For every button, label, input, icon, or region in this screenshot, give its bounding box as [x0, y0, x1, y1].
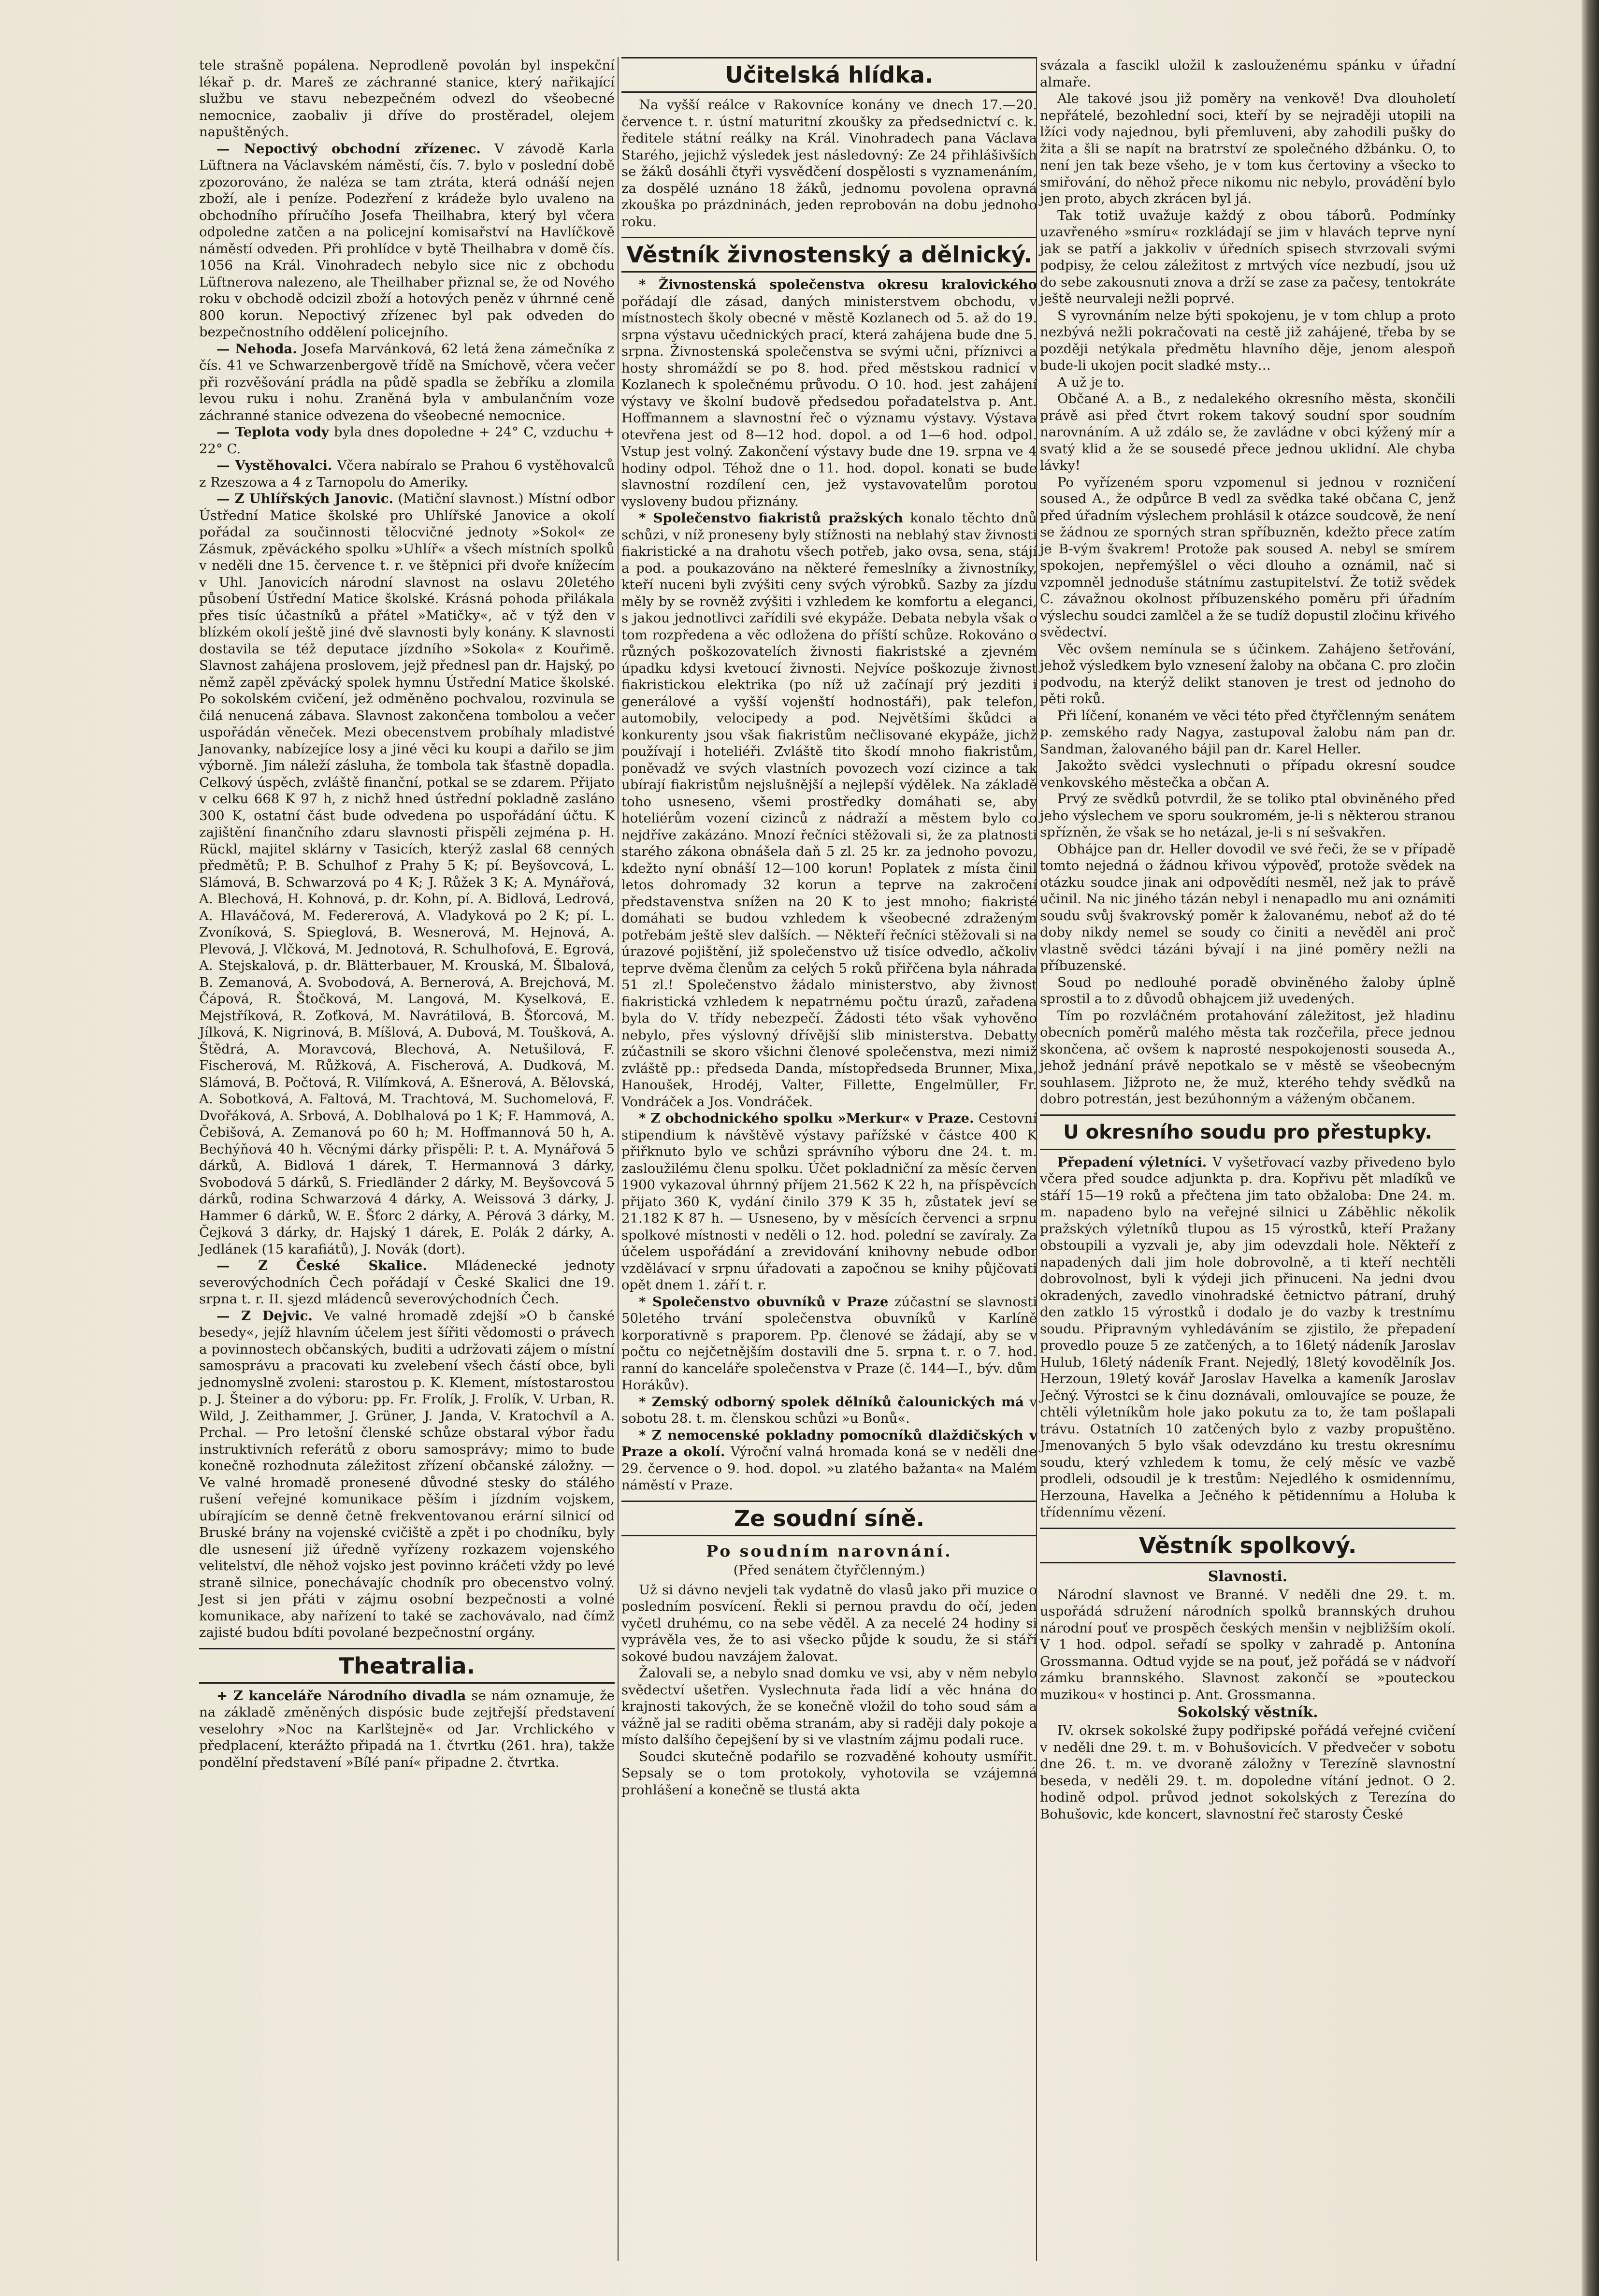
article-sokol-district: IV. okrsek sokolské župy podřipské pořádá veřejné cvičení v neděli dne 29. t. m. v Bohušovicích. V předvečer v sobotu dne 26. t. m. ve dvoraně záložny v Terezíně slavnostní beseda, v neděli 29. t. m. dopoledne vítání jednot. O 2. hodině odpol. průvod jednot sokolských z Terezína do Bohušovic, kde koncert, slavnostní řeč starosty České	[1040, 1723, 1455, 1822]
article-paragraph: Při líčení, konaném ve věci této před čtyřčlenným senátem p. zemského rady Nagya, zastupoval žalobu nám pan dr. Sandman, žalovaného bájil pan dr. Karel Heller.	[1040, 708, 1455, 757]
section-heading-court: Ze soudní síně.	[621, 1501, 1037, 1536]
article-paragraph: Prvý ze svědků potvrdil, že se toliko ptal obviněného před jeho výslechem ve sporu soukromém, je-li s některou stranou spřízněn, že však se ho netázal, je-li s ní sešvakřen.	[1040, 791, 1455, 840]
article-heading: — Nepoctivý obchodní zřízenec.	[216, 141, 481, 157]
article-paragraph: Ale takové jsou již poměry na venkově! Dva dlouholetí nepřátelé, bezohlední soci, kteří by se nejraději utopili na lžíci vody najednou, byli přemluveni, aby zahodili pušky do žita a šli se napít na bratrství ze společného džbánku. O, to není jen tak beze všeho, je v tom kus čertoviny a všecko to smiřování, do něhož přece nikomu nic nebylo, provádění bylo jen proto, abych zkrácen byl já.	[1040, 91, 1455, 206]
article-uhlirske-janovice	[199, 491, 615, 1257]
article-burn-continuation: tele strašně popálena. Neprodleně povolán byl inspekční lékař p. dr. Mareš ze záchranné stanice, který nařikající službu ve stavu nebezpečném odvezl do všeobecné nemocnice, zaobaliv ji dříve do prostěradel, olejem napuštěných.	[199, 58, 615, 140]
column-3	[1040, 57, 1455, 1822]
section-heading-district-court: U okresního soudu pro přestupky.	[1040, 1114, 1455, 1150]
article-heading: — Nehoda.	[216, 341, 297, 357]
article-paragraph: Soudci skutečně podařilo se rozvaděné kohouty usmířit. Sepsaly se o tom protokoly, vyhotovila se vzájemná prohlášení a konečně se tlustá akta	[621, 1748, 1037, 1798]
article-body: konalo těchto dnů schůzi, v níž proneseny byly stížnosti na neblahý stav živnosti fiakristické a na drahotu všech potřeb, jako ovsa, sena, stájí a pod. a poukazováno na některé řemeslníky a živnostníky, kteří nuceni byli zvýšiti ceny svých výrobků. Sazby za jízdu měly by se rovněž zvýšiti i vzhledem ke komfortu a eleganci, s jakou jednotlivci zařídili své ekypáže. Debata nebyla však o tom rozpředena a věc odložena do příští schůze. Rokováno o různých poškozovatelích živnosti fiakristské a zjevném úpadku kdysi kvetoucí živnosti. Nejvíce poškozuje živnost fiakristickou elektrika (po níž už začínají prý jezditi i generálové a vyšší vojenští hodnostáři), pak telefon, automobily, velocipedy a pod. Největšími škůdci a konkurenty jsou však fiakristům nečlisované ekypáže, jichž používají i hoteliéři. Zvláště tito škodí mnoho fiakristům, poněvadž ve svých vlastních povozech vozí cizince a tak ubírají fiakristům nejslušnější a nejlepší výdělek. Na základě toho usneseno, všemi prostředky domáhati se, aby hoteliérům vození cizinců z nádraží a městem bylo co nejdříve zakázáno. Mnozí řečníci stěžovali si, že za platnosti starého zákona obnášela daň 5 zl. 25 kr. za jednoho povozu, kdežto nyní obnáší 12—100 korun! Poplatek z místa činil letos dohromady 32 korun a teprve na zakročení představenstva snížen na 20 K to jest mnoho; fiakristé domáhati se budou vzhledem k všeobecné zdraženým potřebám ještě slev dalších. — Někteří řečníci stěžovali si na úrazové pojištění, již společenstvo už tisíce odvedlo, ačkoliv teprve dvěma členům za celých 5 roků přiřčena byla náhrada 51 zl.! Společenstvo žádalo ministerstvo, aby živnost fiakristická vzhledem k nepatrnému počtu úrazů, zařadena byla do V. třídy nebezpečí. Žádosti této však vyhověno nebylo, přes výslovný dřívější slib ministerstva. Debatty zúčastnili se skoro všichni členové společenstva, mezi nimiž zvláště pp.: předseda Danda, místopředseda Brunner, Mixa, Hanoušek, Hrodéj, Valter, Fillette, Engelmüller, Fr. Vondráček a Jos. Vondráček.	[621, 510, 1037, 1110]
section-heading-trade: Věstník živnostenský a dělnický.	[621, 237, 1037, 273]
article-heading: + Z kanceláře Národního divadla	[216, 1688, 466, 1704]
article-paragraph: A už je to.	[1057, 374, 1124, 390]
article-attacked-trippers	[1040, 1154, 1455, 1521]
article-paragraph: Jakožto svědci vyslechnuti o případu okresní soudce venkovského městečka a občan A.	[1040, 758, 1455, 790]
article-pavers-fund	[621, 1427, 1037, 1494]
article-body: (Matiční slavnost.) Místní odbor Ústřední Matice školské pro Uhlířské Janovice a okolí pořádal za součinnosti tělocvičné jednoty »Sokol« ze Zásmuk, zpěváckého spolku »Uhlíř« a všech místních spolků v neděli dne 15. července t. r. ve štěpnici při dvoře knížecím v Uhl. Janovicích národní slavnost na oslavu 20letého působení Ústřední Matice školské. Krásná pohoda přilákala přes tisíc účastníků a přátel »Matičky«, ač v týž den v blízkém okolí ještě jiné dvě slavnosti byly konány. K slavnosti dostavila se též deputace jízdního »Sokola« z Kouřimě. Slavnost zahájena proslovem, jejž přednesl pan dr. Hajský, po němž zapěl zpěvácký spolek hymnu Ústřední Matice školské. Po sokolském cvičení, jež odměněno pochvalou, rozvinula se čilá nenucená zábava. Slavnost zakončena tombolou a večer uspořádán věneček. Mezi obecenstvem probíhaly mladistvé Janovanky, nabízejíce losy a jiné věci ku koupi a dařilo se jim výborně. Jim náleží zásluha, že tombola tak šťastně dopadla. Celkový úspěch, zvláště finanční, potkal se se zdarem. Přijato v celku 668 K 97 h, z nichž hned ústřední pokladně zasláno 300 K, ostatní část bude odvedena po uspořádání účtu. K zajištění finančního zdaru slavnosti přispěli zejména p. H. Rückl, majitel sklárny v Tasicích, kterýž zaslal 68 cenných předmětů; P. B. Schulhof z Prahy 5 K; pí. Beyšovcová, L. Slámová, B. Schwarzová po 4 K; J. Růžek 3 K; A. Mynářová, A. Blechová, H. Kohnová, p. dr. Kohn, pí. A. Bidlová, Ledrová, A. Hlaváčová, M. Federerová, A. Vladyková po 2 K; pí. L. Zvoníková, S. Spieglová, B. Wesnerová, M. Hejnová, A. Plevová, J. Vlčková, M. Jednotová, R. Schulhofová, E. Egrová, A. Stejskalová, p. dr. Blätterbauer, M. Krouská, M. Šlbalová, B. Zemanová, A. Svobodová, A. Bernerová, A. Brejchová, M. Čápová, R. Štočková, M. Langová, M. Kyselková, E. Mejstříková, R. Zoťková, M. Navrátilová, B. Šťorcová, M. Jílková, K. Nigrinová, B. Míšlová, A. Dubová, M. Toušková, A. Štědrá, A. Moravcová, Blechová, A. Netušilová, F. Fischerová, M. Růžková, A. Fischerová, A. Dudková, M. Slámová, B. Počtová, R. Vilímková, A. Ešnerová, A. Bělovská, A. Sobotková, A. Faltová, M. Trachtová, M. Suchomelová, F. Dvořáková, A. Srbová, A. Doblhalová po 1 K; F. Hammová, A. Čebišová, A. Zemanová po 60 h; M. Hoffmannová 50 h, A. Bechýňová 40 h. Věcnými dárky přispěli: P. t. A. Mynářová 5 dárků, A. Bidlová 1 dárek, T. Hermannová 3 dárky, Svobodová 5 dárků, S. Friedländer 2 dárky, M. Beyšovcová 5 dárků, rodina Schwarzová 4 dárky, A. Weissová 3 dárky, J. Hammer 6 dárků, W. E. Šťorc 2 dárky, A. Pérová 3 dárky, M. Čejková 3 dárky, dr. Hajský 1 dárek, E. Polák 2 dárky, A. Jedlánek (15 karafiátů), J. Novák (dort).	[199, 491, 615, 1257]
article-heading: — Teplota vody	[216, 424, 329, 440]
article-dishonest-clerk	[199, 141, 615, 341]
subsection-heading-festivities: Slavnosti.	[1208, 1568, 1288, 1585]
article-shoemakers	[621, 1294, 1037, 1394]
article-paragraph: Občané A. a B., z nedalekého okresního města, skončili právě asi před čtvrt rokem takový soudní spor soudním narovnáním. A už zdálo se, že zavládne v obci kýžený mír a svatý klid a že se sousedé přece jednou uklidní. Ale chyba lávky!	[1040, 391, 1455, 473]
article-branna-festival: Národní slavnost ve Branné. V neděli dne 29. t. m. uspořádá sdružení národních spolků brannských druhou národní pouť ve prospěch českých menšin v nejbližším okolí. V 1 hod. odpol. seřadí se spolky v zahradě p. Antonína Grossmanna. Odtud vyjde se na pouť, jež pořádá se v nádvoří zámku brannského. Slavnost zakončí se »pouteckou muzikou« v hostinci p. Ant. Grossmanna.	[1040, 1587, 1455, 1703]
article-body: Výroční valná hromada koná se v neděli dne 29. července o 9. hod. dopol. »u zlatého bažanta« na Malém náměstí v Praze.	[621, 1444, 1037, 1493]
article-body: v sobotu 28. t. m. členskou schůzi »u Bonů«.	[621, 1394, 1037, 1426]
article-heading: — Z České Skalice.	[216, 1258, 427, 1273]
article-paragraph: Soud po nedlouhé poradě obviněného žaloby úplně sprostil a to z důvodů obhajcem již uvedených.	[1040, 974, 1455, 1007]
article-body: Josefa Marvánková, 62 letá žena zámečníka z čís. 41 ve Schwarzenbergově třídě na Smíchově, včera večer při rozvěšování prádla na půdě spadla se žebříku a zlomila levou ruku i nohu. Zraněná byla v ambulančním voze záchranné stanice odvezena do všeobecné nemocnice.	[199, 341, 615, 423]
article-heading: * Z obchodnického spolku »Merkur« v Praze.	[639, 1111, 974, 1126]
article-heading: * Z nemocenské pokladny pomocníků dlaždičských v Praze a okolí.	[621, 1427, 1037, 1459]
article-ceska-skalice	[199, 1257, 615, 1308]
column-1	[199, 57, 615, 1771]
article-water-temperature	[199, 424, 615, 457]
subsection-heading-sokol: Sokolský věstník.	[1177, 1704, 1318, 1721]
article-heading: * Společenstvo fiakristů pražských	[639, 510, 903, 526]
article-paragraph: Po vyřízeném sporu vzpomenul si jednou v rozničení soused A., že odpůrce B vedl za svědka také občana C, jenž před úřadním výslechem prohlásil k otázce soudcově, že není se žádnou ze sporných stran spříbuzněn, kdežto přece zatím je B-vým švakrem! Protože pak soused A. nebyl se smírem spokojen, nepřemýšlel o věci dlouho a oznámil, nač si vzpomněl jednoduše státnímu zastupitelství. Že totiž svědek C. závažnou okolnost příbuzenského poměru při úřadním výslechu soudci zamlčel a že se tudíž dopustil zločinu křivého svědectví.	[1040, 474, 1455, 640]
article-heading: * Zemský odborný spolek dělníků čalounických má	[639, 1394, 1024, 1410]
article-body: zúčastní se slavnosti 50letého trvání společenstva obuvníků v Karlíně korporativně s praporem. Pp. členové se žádají, aby se v počtu co nejčetnějším dostavili dne 5. srpna t. r. o 7. hod. ranní do kanceláře společenstva v Praze (č. 144—I., býv. dům Horákův).	[621, 1294, 1037, 1393]
article-title-settlement: Po soudním narovnání.	[706, 1541, 952, 1560]
article-body: Ve valné hromadě zdejší »O b čanské besedy«, jejíž hlavním účelem jest šířiti vědomosti o právech a povinnostech občanských, buditi a udržovati zájem o místní samosprávu a pracovati ku zvelebení všech částí obce, byli jednomyslně zvoleni: starostou p. K. Klement, místostarostou p. J. Šteiner a do výboru: pp. Fr. Frolík, J. Frolík, V. Urban, R. Wild, J. Zeithammer, J. Grüner, J. Janda, V. Kratochvíl a A. Prchal. — Pro letošní členské schůze obstaral výbor řadu instruktivních referátů z oboru samosprávy; mimo to bude konečně rozhodnuta záležitost zřízení občanské záložny. — Ve valné hromadě pronesené důvodné stesky do stálého rušení veřejné komunikace pěším i jízdním vojskem, ubírajícím se denně četně frekventovanou erární silnicí od Bruské brány na vojenské cvičiště a zpět i po chodníku, byly dle usnesení již úředně vyřízeny rozkazem vojenského velitelství, dle něhož vojsko jest povinno kráčeti vždy po levé straně silnice, ponechávajíc chodník pro obecenstvo volný. Jest si jen přáti v zájmu osobní bezpečnosti a volné komunikace, aby nařízení to také se zachovávalo, nad čímž zajisté budou bdíti povolané bezpečnostní orgány.	[199, 1308, 615, 1640]
article-heading: * Živnostenská společenstva okresu kralovického	[639, 277, 1037, 292]
article-body: pořádají dle zásad, daných ministerstvem obchodu, v místnostech školy obecné v městě Kozlanech od 5. až do 19. srpna výstavu učednických prací, která zahájena bude dne 5. srpna. Živnostenská společenstva se svými učni, příznivci a hosty shromáždí se po 8. hod. před městskou radnicí v Kozlanech k společnému průvodu. O 10. hod. jest zahájení výstavy ve školní budově předsedou pořadatelstva p. Ant. Hoffmannem a slavnostní řeč o významu výstavy. Výstava otevřena jest od 8—12 hod. dopol. a od 1—6 hod. odpol. Vstup jest volný. Zakončení výstavy bude dne 19. srpna ve 4 hodiny odpol. Téhož dne o 11. hod. dopol. konati se bude slavnostní rozdílení cen, jež vystavovatelům porotou vysloveny budou přiznány.	[621, 293, 1037, 509]
article-merkur	[621, 1110, 1037, 1294]
article-paragraph: svázala a fascikl uložil k zaslouženému spánku v úřadní almaře.	[1040, 58, 1455, 90]
article-body: Včera nabíralo se Prahou 6 vystěhovalců z Rzeszowa a 4 z Tarnopolu do Ameriky.	[199, 458, 615, 490]
article-paragraph: Už si dávno nevjeli tak vydatně do vlasů jako při muzice o posledním posvícení. Řekli si pernou pravdu do očí, jeden vyčetl druhému, co na sebe věděl. A za necelé 24 hodiny si vyprávěla ves, že to asi všecko půjde k soudu, že si stáří sokové budou navzájem žalovat.	[621, 1582, 1037, 1664]
article-heading: — Z Dejvic.	[216, 1308, 313, 1324]
article-dejvice	[199, 1308, 615, 1641]
article-paragraph: Obhájce pan dr. Heller dovodil ve své řeči, že se v případě tomto nejedná o žádnou křivou výpověď, protože svědek na otázku soudce jinak ani odpovědíti nesměl, než jak to právě učinil. Na nic jiného tázán nebyl i nenapadlo mu ani oznámiti soudu svůj švakrovský poměr k žalovanému, neboť až do té doby nikdy nemel se soudy co činiti a nevěděl ani proč vlastně svědci tázáni bývají i na jiné poměry nežli na příbuzenské.	[1040, 841, 1455, 973]
article-paragraph: Žalovali se, a nebylo snad domku ve vsi, aby v něm nebylo svědectví ušetřen. Vyslechnuta řada lidí a věc hnána do krajnosti takových, že se konečně vložil do toho soud sám a vážně jal se raditi oběma stranám, aby si raději daly pokoje a místo dalšího čepejšení by si ve vlastním zájmu podali ruce.	[621, 1665, 1037, 1747]
section-heading-theatralia: Theatralia.	[199, 1648, 615, 1684]
article-paragraph: S vyrovnáním nelze býti spokojenu, je v tom chlup a proto nezbývá nežli pokračovati na cestě již zahájené, třeba by se později netýkala předmětu hlavního děje, jenom alespoň bude-li ukojen pocit sladké msty…	[1040, 307, 1455, 373]
article-body: V závodě Karla Lüftnera na Václavském náměstí, čís. 7. bylo v poslední době zpozorováno, že naléza se tam ztráta, která odnáší nejen zboží, ale i peníze. Podezření z krádeže bylo uvaleno na obchodního příručího Josefa Theilhabra, který byl včera odpoledne zatčen a na policejní komisařství na Havlíčkově náměstí odveden. Při prohlídce v bytě Theilhabra v domě čís. 1056 na Král. Vinohradech nebylo sice nic z obchodu Lüftnerova nalezeno, ale Theilhaber přiznal se, že od Nového roku v obchodě odcizil zboží a hotových peněz v úhrnné ceně 800 korun. Nepoctivý zřízenec byl pak odveden do bezpečnostního oddělení policejního.	[199, 141, 615, 340]
article-rakovnik-exams: Na vyšší reálce v Rakovníce konány ve dnech 17.—20. července t. r. ústní maturitní zkoušky za předsednictví c. k. ředitele státní reálky na Král. Vinohradech pana Václava Starého, jejichž výsledek jest následovný: Ze 24 přihlášivších se žáků dosáhli čtyři vysvědčení dospělosti s vyznamenáním, za dospělé uznáno 18 žáků, jednomu povolena opravná zkouška po prázdninách, jeden reprobován na dobu jednoho roku.	[621, 97, 1037, 230]
article-paragraph: Věc ovšem nemínula se s účinkem. Zahájeno šetřování, jehož výsledkem bylo vznesení žaloby na občana C. pro zločin podvodu, na kterýž delikt stanoven je trest od jednoho do pěti roků.	[1040, 641, 1455, 707]
article-paragraph: Tím po rozvláčném protahování záležitost, jež hladinu obecních poměrů malého města tak rozčeřila, přece jednou skončena, ač ovšem k naprosté nespokojenosti souseda A., jehož jednání právě nepotkalo se v městě se všeobecným souhlasem. Jižproto ne, že muž, kterého tehdy svědků na dobro potrestán, jest bezúhonným a váženým občanem.	[1040, 1008, 1455, 1107]
article-body: Cestovní stipendium k návštěvě výstavy pařížské v částce 400 K přiřknuto bylo ve schůzi správního výboru dne 24. t. m. zasloužilému členu spolku. Účet pokladniční za měsíc červen 1900 vykazoval úhrnný příjem 21.562 K 22 h, na příspěvcích přijato 360 K, vydání činilo 379 K 35 h, zůstatek jeví se 21.182 K 87 h. — Usneseno, by v měsících červenci a srpnu spolkové místnosti v neděli o 12. hod. polední se zavíraly. Za účelem uspořádání a zrevidování knihovny nebude odbor vzdělávací v srpnu úřadovati a započnou se knihy půjčovati opět dnem 1. září t. r.	[621, 1111, 1037, 1293]
article-heading: Přepadení výletníci.	[1057, 1154, 1207, 1170]
article-emigrants	[199, 457, 615, 491]
column-2	[621, 57, 1037, 1798]
article-paragraph: Tak totiž uvažuje každý z obou táborů. Podmínky uzavřeného »smíru« rozkládají se jim v hlavách teprve nyní jak se patří a jakkoliv v úředních spisech stvrzovali svými podpisy, že celou záležitost z mrtvých více nezbudí, jsou už do sebe zakousnuti znova a drží se zase za pačesy, tentokráte ještě neurvaleji nežli poprvé.	[1040, 207, 1455, 306]
article-body: Mládenecké jednoty severovýchodních Čech pořádají v České Skalici dne 19. srpna t. r. II. sjezd mládenců severovýchodních Čech.	[199, 1258, 615, 1307]
article-body: se nám oznamuje, že na základě změněných dispósic bude zejtřejší představení veselohry »Noc na Karlštejně« od Jar. Vrchlického v předplacení, kterážto připadá na 1. čtvrtku (261. hra), takže pondělní představení »Bílé paní« připadne 2. čtvrtka.	[199, 1688, 615, 1770]
article-upholsterers	[621, 1394, 1037, 1427]
article-national-theatre	[199, 1688, 615, 1771]
article-heading: * Společenstvo obuvníků v Praze	[639, 1294, 889, 1310]
article-accident	[199, 341, 615, 424]
article-subtitle-senate: (Před senátem čtyřčlenným.)	[733, 1562, 925, 1578]
article-fiakers	[621, 510, 1037, 1110]
page-edge-shadow	[1582, 0, 1599, 2296]
article-heading: — Vystěhovalci.	[216, 458, 332, 473]
article-kralovice-exhibition	[621, 276, 1037, 510]
article-body: V vyšetřovací vazby přivedeno bylo včera před soudce adjunkta p. dra. Kopřivu pět mladíků ve stáří 15—19 roků a přečtena jim tato obžaloba: Dne 24. m. m. napadeno bylo na veřejné silnici u Záběhlic několik pražských výletníků tlupou as 15 výrostků, kteří Pražany obstoupili a vyzvali je, aby jim odevzdali hole. Někteří z napadených dali jim hole dobrovolně, a ti kteří nechtěli dobrovolnost, byli k výdeji jich přinuceni. Na jedni dvou okradených, zavedlo vinohradské četnictvo pátraní, druhý den zatklo 15 výrostků i dodalo je do vazby k trestnímu soudu. Připravným vyhledáváním se zjistilo, že přepadení provedlo pouze 5 ze zatčených, a to 16letý nádeník Jaroslav Hulub, 16letý nádeník Frant. Nejedlý, 18letý kovodělník Jos. Herzoun, 19letý kovář Jaroslav Havelka a kameník Jaroslav Ječný. Výrostci se k činu doznávali, omlouvajíce se pouze, že chtěli výletníkům hole jako pokutu za to, že tam pošlapali trávu. Ostatních 10 zatčených bylo z vazby propuštěno. Jmenovaných 5 bylo však odevzdáno ku trestu okresnímu soudu, který vzhledem k tomu, že celý měsíc ve vazbě prodleli, odsoudil je k trestům: Nejedlého k osmidennímu, Herzouna, Havelka a Ječného k pětidennímu a Holuba k třídennímu vězení.	[1040, 1154, 1455, 1520]
section-heading-clubs: Věstník spolkový.	[1040, 1528, 1455, 1563]
section-heading-teachers: Učitelská hlídka.	[621, 57, 1037, 93]
article-body: byla dnes dopoledne + 24° C, vzduchu + 22° C.	[199, 424, 615, 457]
article-heading: — Z Uhlířských Janovic.	[216, 491, 394, 506]
column-rule-left	[618, 57, 619, 2261]
